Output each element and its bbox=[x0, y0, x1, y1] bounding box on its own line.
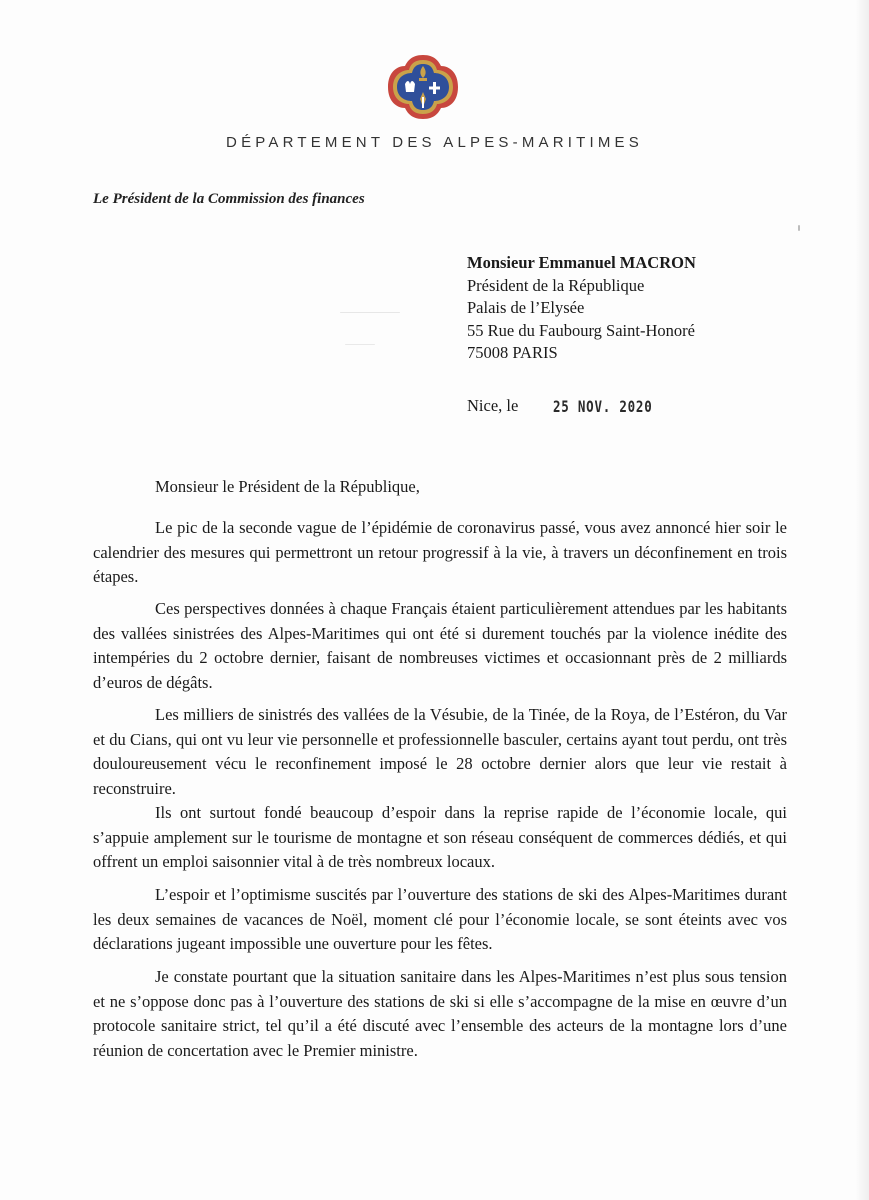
body-paragraph: Ils ont surtout fondé beaucoup d’espoir dans la reprise rapide de l’économie locale, qui s’appuie amplement sur le tourisme de montagne et son réseau conséquent de commerces dédiés, et qui offrent un emploi saisonnier vital à de très nombreux locaux. bbox=[93, 803, 787, 872]
body-paragraph: Je constate pourtant que la situation sanitaire dans les Alpes-Maritimes n’est plus sous tension et ne s’oppose donc pas à l’ouverture des stations de ski si elle s’accompagne de la mise en œuvre d’un protocole sanitaire strict, tel qu’il a été discuté avec l’ensemble des acteurs de la montagne lors d’une réunion de concertation avec le Premier ministre. bbox=[93, 967, 787, 1060]
department-emblem-icon bbox=[385, 52, 461, 122]
recipient-line: Président de la République bbox=[467, 275, 645, 295]
salutation: Monsieur le Président de la République, bbox=[155, 477, 420, 496]
scan-speck bbox=[340, 312, 400, 313]
date-stamp: 25 NOV. 2020 bbox=[553, 397, 653, 416]
recipient-line: 55 Rue du Faubourg Saint-Honoré bbox=[467, 320, 695, 340]
body-paragraph: Ces perspectives données à chaque Français étaient particulièrement attendues par les habitants des vallées sinistrées des Alpes-Maritimes qui ont été si durement touchés par la violence inédite des intempéries du 2 octobre dernier, faisant de nombreuses victimes et occasionnant près de 2 milliards d’euros de dégâts. bbox=[93, 599, 787, 692]
date-place: Nice, le bbox=[467, 396, 519, 415]
body-paragraph: L’espoir et l’optimisme suscités par l’ouverture des stations de ski des Alpes-Maritimes durant les deux semaines de vacances de Noël, moment clé pour l’économie locale, se sont éteints avec vos déclarations jugeant impossible une ouverture pour les fêtes. bbox=[93, 885, 787, 954]
recipient-line: Palais de l’Elysée bbox=[467, 298, 585, 317]
body-paragraph: Le pic de la seconde vague de l’épidémie de coronavirus passé, vous avez annoncé hier soir le calendrier des mesures qui permettront un retour progressif à la vie, à travers un déconfinement en trois étapes. bbox=[93, 518, 787, 587]
sender-title: Le Président de la Commission des finances bbox=[93, 191, 365, 207]
recipient-line: 75008 PARIS bbox=[467, 343, 558, 362]
recipient-address-block bbox=[467, 252, 696, 365]
scan-speck bbox=[345, 344, 375, 345]
recipient-name: Monsieur Emmanuel MACRON bbox=[467, 253, 696, 272]
scan-speck bbox=[798, 225, 800, 231]
page-edge-shadow bbox=[855, 0, 869, 1200]
body-paragraph: Les milliers de sinistrés des vallées de la Vésubie, de la Tinée, de la Roya, de l’Estéron, du Var et du Cians, qui ont vu leur vie personnelle et professionnelle basculer, certains ayant tout perdu, ont très douloureusement vécu le reconfinement imposé le 28 octobre dernier alors que leur vie restait à reconstruire. bbox=[93, 705, 787, 798]
department-title: DÉPARTEMENT DES ALPES-MARITIMES bbox=[226, 134, 643, 151]
